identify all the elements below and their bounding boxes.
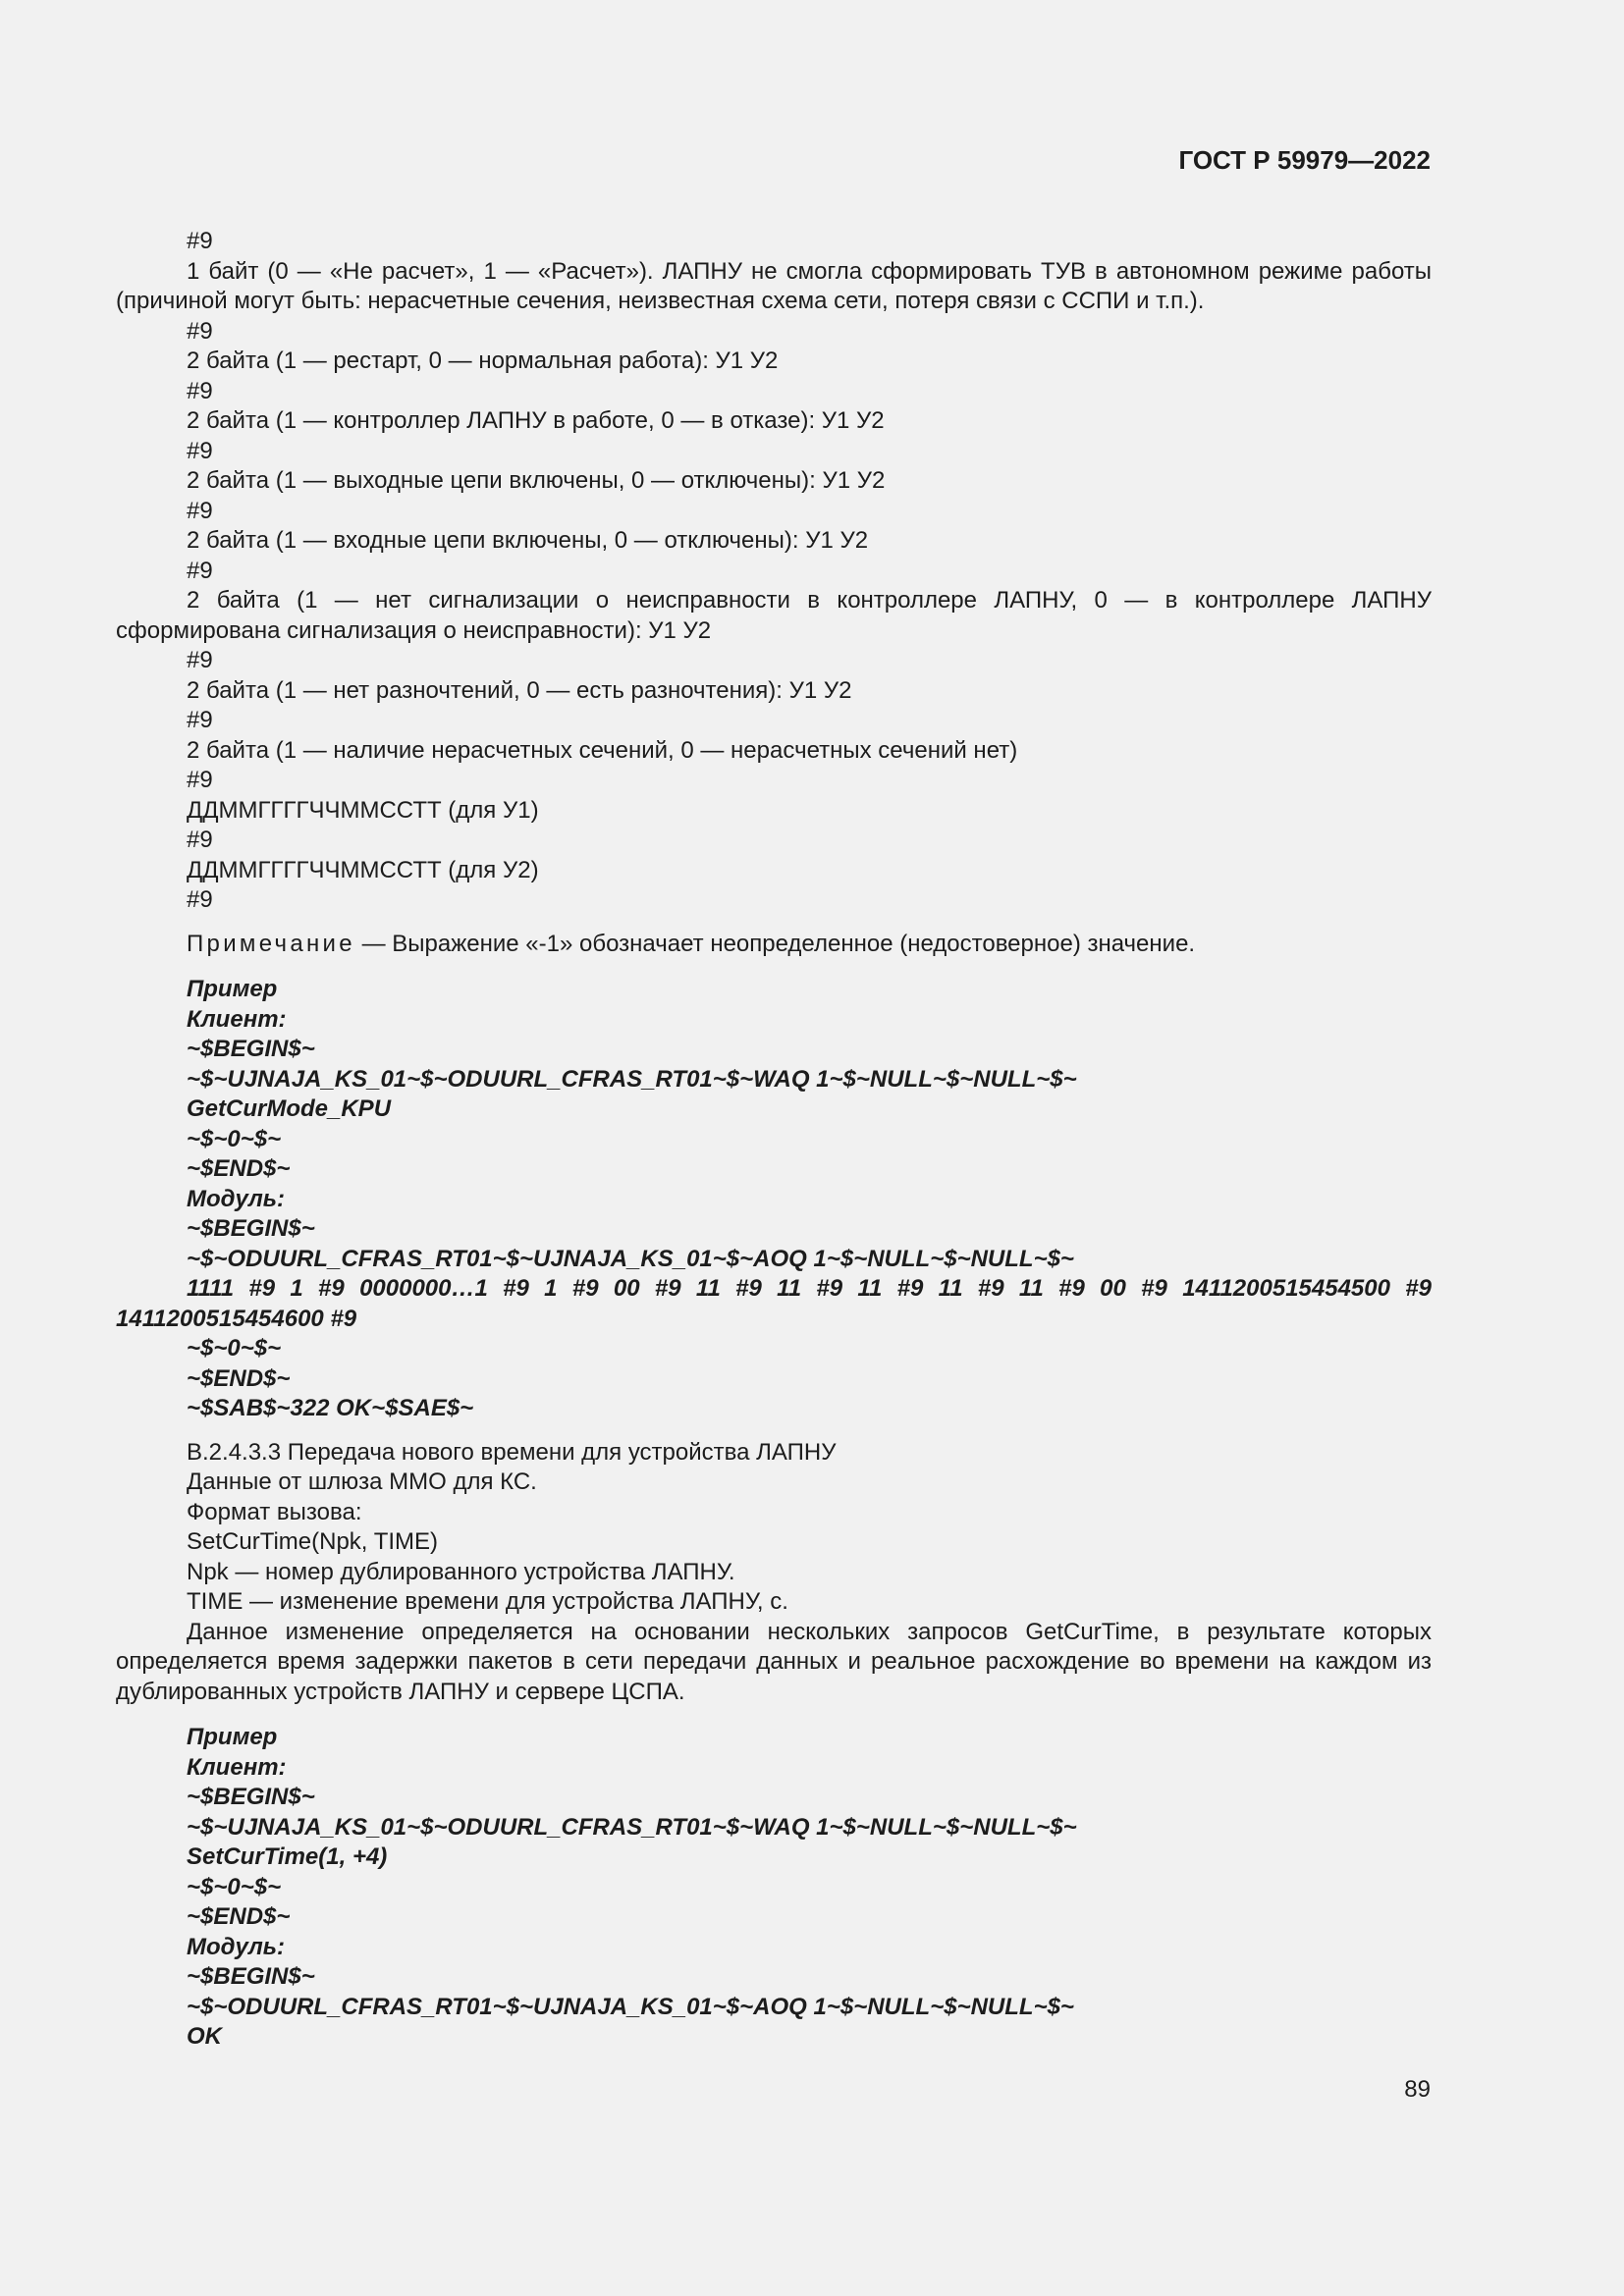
text-line: #9 (187, 497, 213, 524)
code-line: OK (187, 2023, 222, 2050)
note-dash: — (354, 930, 393, 957)
note-text: Выражение «-1» обозначает неопределенное (недостоверное) значение. (392, 930, 1196, 957)
text-line: #9 (187, 707, 213, 733)
code-line: ~$BEGIN$~ (187, 1036, 315, 1062)
text-line: 2 байта (1 — наличие нерасчетных сечений, 0 — нерасчетных сечений нет) (187, 736, 1018, 764)
code-line: ~$~0~$~ (187, 1125, 282, 1152)
code-line: ~$END$~ (187, 1364, 291, 1392)
text-line: 2 байта (1 — входные цепи включены, 0 — отключены): У1 У2 (187, 527, 869, 554)
code-line: ~$BEGIN$~ (187, 1784, 315, 1810)
section-b2433 (116, 1438, 1438, 1708)
text-line: 2 байта (1 — нет разночтений, 0 — есть разночтения): У1 У2 (187, 676, 852, 704)
response-fields (116, 227, 1438, 916)
page-number: 89 (1404, 2076, 1431, 2103)
code-line: ~$~0~$~ (187, 1335, 282, 1362)
code-line: ~$BEGIN$~ (187, 1215, 315, 1242)
paragraph: 2 байта (1 — нет сигнализации о неисправности в контроллере ЛАПНУ, 0 — в контроллере ЛАПНУ сформирована сигнализация о неисправности): У1 У2 (116, 587, 1438, 644)
section-heading: В.2.4.3.3 Передача нового времени для устройства ЛАПНУ (187, 1438, 837, 1466)
code-line: 1111 #9 1 #9 0000000…1 #9 1 #9 00 #9 11 #9 11 #9 11 #9 11 #9 11 #9 00 #9 1411200515454500 #9 1411200515454600 #9 (116, 1275, 1438, 1332)
paragraph: 1 байт (0 — «Не расчет», 1 — «Расчет»). ЛАПНУ не смогла сформировать ТУВ в автономном режиме работы (причиной могут быть: нерасчетные сечения, неизвестная схема сети, потеря связи с ССПИ и т.п.). (116, 257, 1438, 314)
text-line: #9 (187, 228, 213, 254)
text-line: 2 байта (1 — контроллер ЛАПНУ в работе, 0 — в отказе): У1 У2 (187, 407, 885, 434)
text-line: ДДММГГГГЧЧММССТТ (для У2) (187, 856, 539, 883)
code-line: ~$~ODUURL_CFRAS_RT01~$~UJNAJA_KS_01~$~AOQ 1~$~NULL~$~NULL~$~ (187, 1245, 1074, 1272)
text-line: #9 (187, 557, 213, 584)
text-line: Npk — номер дублированного устройства ЛАПНУ. (187, 1558, 735, 1585)
code-line: Клиент: (187, 1753, 287, 1781)
text-line: TIME — изменение времени для устройства ЛАПНУ, с. (187, 1588, 788, 1615)
code-line: ~$~UJNAJA_KS_01~$~ODUURL_CFRAS_RT01~$~WAQ 1~$~NULL~$~NULL~$~ (187, 1065, 1077, 1093)
page-body (116, 227, 1438, 2053)
text-line: #9 (187, 317, 213, 345)
text-line: #9 (187, 647, 213, 673)
code-line: ~$~0~$~ (187, 1873, 282, 1900)
text-line: #9 (187, 886, 213, 913)
example-heading: Пример (187, 1724, 278, 1750)
code-line: GetCurMode_KPU (187, 1095, 392, 1122)
paragraph: Данное изменение определяется на основании нескольких запросов GetCurTime, в результате которых определяется время задержки пакетов в сети передачи данных и реальное расхождение во времени на каждом из дублированных устройств ЛАПНУ и сервере ЦСПА. (116, 1618, 1438, 1705)
code-line: ~$~ODUURL_CFRAS_RT01~$~UJNAJA_KS_01~$~AOQ 1~$~NULL~$~NULL~$~ (187, 1993, 1074, 2020)
text-line: Формат вызова: (187, 1498, 362, 1525)
text-line: ДДММГГГГЧЧММССТТ (для У1) (187, 796, 539, 824)
code-line: ~$BEGIN$~ (187, 1963, 315, 1990)
example-block (116, 1723, 1432, 2053)
text-line: #9 (187, 827, 213, 853)
text-line: Данные от шлюза ММО для КС. (187, 1468, 537, 1495)
code-line: ~$~UJNAJA_KS_01~$~ODUURL_CFRAS_RT01~$~WAQ 1~$~NULL~$~NULL~$~ (187, 1813, 1077, 1841)
code-line: ~$END$~ (187, 1155, 291, 1182)
text-line: #9 (187, 767, 213, 793)
note-label: Примечание (187, 930, 355, 957)
example-block (116, 975, 1438, 1424)
text-line: 2 байта (1 — выходные цепи включены, 0 — отключены): У1 У2 (187, 467, 886, 494)
code-line: Модуль: (187, 1933, 286, 1960)
code-line: ~$SAB$~322 OK~$SAE$~ (187, 1395, 474, 1421)
text-line: #9 (187, 377, 213, 404)
text-line: SetCurTime(Npk, TIME) (187, 1528, 439, 1555)
code-line: Клиент: (187, 1005, 287, 1033)
note (116, 930, 1432, 960)
text-line: #9 (187, 437, 213, 464)
document-header: ГОСТ Р 59979—2022 (1178, 145, 1431, 175)
text-line: 2 байта (1 — рестарт, 0 — нормальная работа): У1 У2 (187, 347, 779, 374)
code-line: ~$END$~ (187, 1903, 291, 1930)
code-line: Модуль: (187, 1185, 286, 1212)
example-heading: Пример (187, 976, 278, 1002)
code-line: SetCurTime(1, +4) (187, 1843, 388, 1870)
